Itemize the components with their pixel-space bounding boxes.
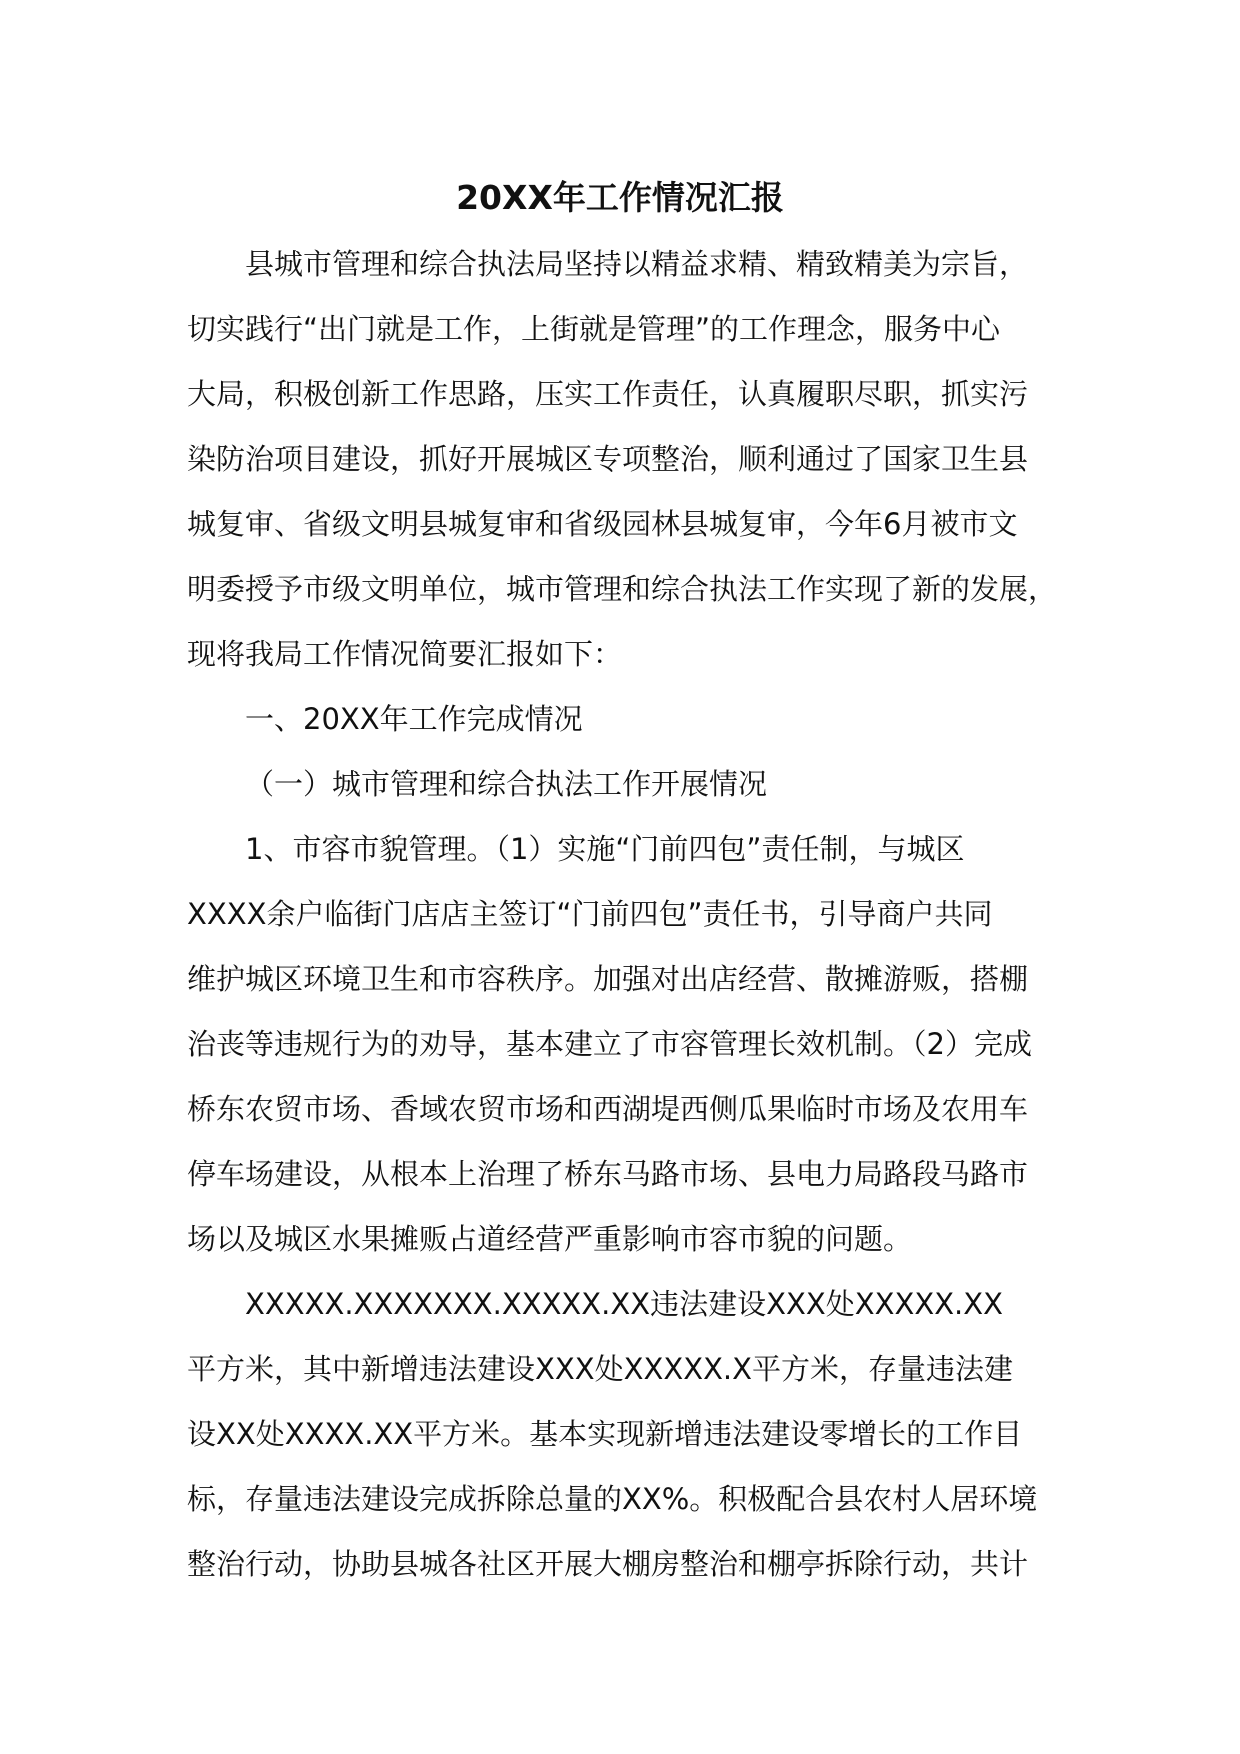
document-title: 20XX年工作情况汇报 — [456, 178, 784, 217]
intro-paragraph: 县城市管理和综合执法局坚持以精益求精、精致精美为宗旨， 切实践行“出门就是工作，上街就是管理”的工作理念，服务中心 大局，积极创新工作思路，压实工作责任，认真履职尽职，抓实污 染防治项目建设，抓好开展城区专项整治，顺利通过了国家卫生县 城复审、省级文明县城复审和省级园林县城复审，今年6月被市文 明委授予市级文明单位，城市管理和综合执法工作实现了新的发展， 现将我局工作情况简要汇报如下： — [187, 247, 1058, 671]
subsection-heading: （一）城市管理和综合执法工作开展情况 — [245, 767, 768, 801]
city-appearance-paragraph: 1、市容市貌管理。（1）实施“门前四包”责任制，与城区 XXXX余户临街门店店主签订“门前四包”责任书，引导商户共同 维护城区环境卫生和市容秩序。加强对出店经营、散摊游贩，搭棚 治丧等违规行为的劝导，基本建立了市容管理长效机制。（2）完成 桥东农贸市场、香域农贸市场和西湖堤西侧瓜果临时市场及农用车 停车场建设，从根本上治理了桥东马路市场、县电力局路段马路市 场以及城区水果摊贩占道经营严重影响市容市貌的问题。 — [187, 832, 1032, 1256]
document-body — [187, 232, 1087, 1597]
section-heading: 一、20XX年工作完成情况 — [245, 702, 583, 736]
illegal-construction-paragraph: XXXXX.XXXXXXX.XXXXX.XX违法建设XXX处XXXXX.XX 平方米，其中新增违法建设XXX处XXXXX.X平方米，存量违法建 设XX处XXXX.XX平方米。基本实现新增违法建设零增长的工作目 标，存量违法建设完成拆除总量的XX%。积极配合县农村人居环境 整治行动，协助县城各社区开展大棚房整治和棚亭拆除行动，共计 — [187, 1287, 1038, 1581]
